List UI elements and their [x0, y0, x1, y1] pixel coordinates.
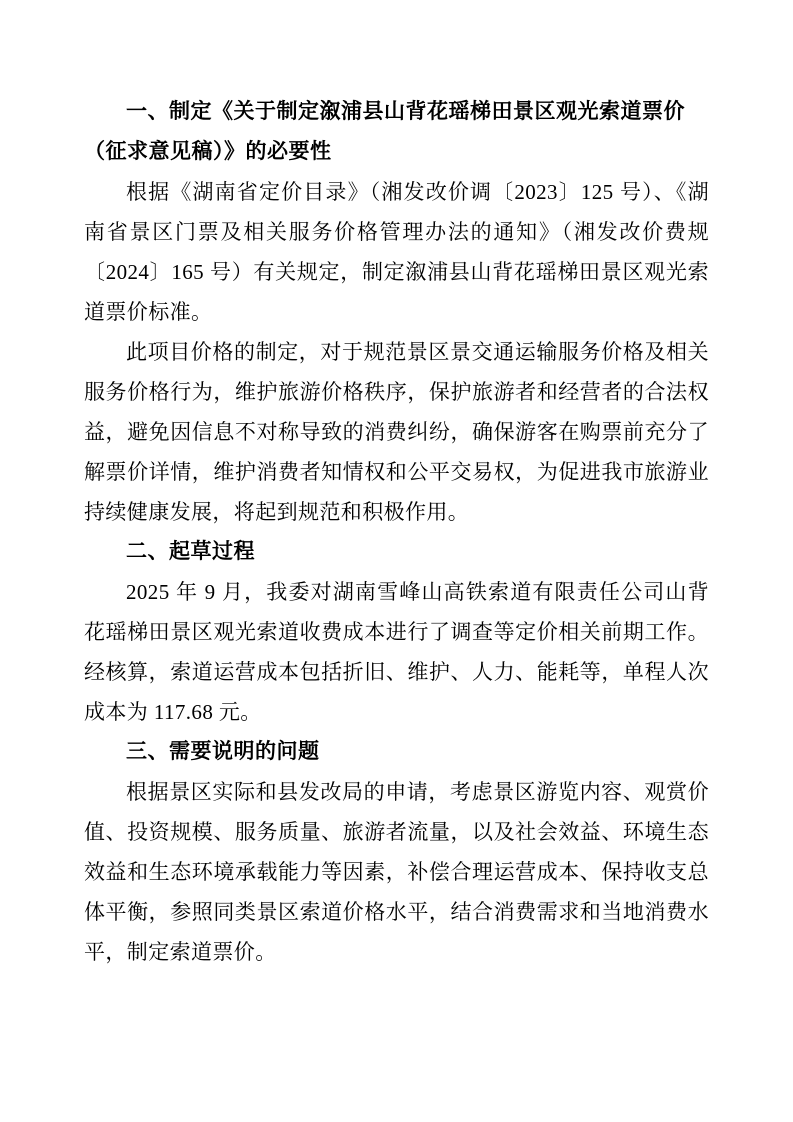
paragraph-cost-survey: 2025 年 9 月，我委对湖南雪峰山高铁索道有限责任公司山背花瑶梯田景区观光索道收费成本进行了调查等定价相关前期工作。经核算，索道运营成本包括折旧、维护、人力、能耗等，单程人次成本为 117.68 元。: [84, 580, 709, 724]
section-heading-necessity: 一、制定《关于制定溆浦县山背花瑶梯田景区观光索道票价（征求意见稿）》的必要性: [84, 100, 685, 163]
section-heading-drafting-process: 二、起草过程: [126, 540, 255, 563]
section-heading-notes: 三、需要说明的问题: [126, 740, 320, 763]
document-body: [84, 92, 709, 972]
paragraph-basis: 根据《湖南省定价目录》（湘发改价调〔2023〕125 号）、《湖南省景区门票及相关服务价格管理办法的通知》（湘发改价费规〔2024〕165 号）有关规定，制定溆浦县山背花瑶梯田景区观光索道票价标准。: [84, 180, 709, 324]
paragraph-purpose: 此项目价格的制定，对于规范景区景交通运输服务价格及相关服务价格行为，维护旅游价格秩序，保护旅游者和经营者的合法权益，避免因信息不对称导致的消费纠纷，确保游客在购票前充分了解票价详情，维护消费者知情权和公平交易权，为促进我市旅游业持续健康发展，将起到规范和积极作用。: [84, 340, 709, 524]
paragraph-pricing-considerations: 根据景区实际和县发改局的申请，考虑景区游览内容、观赏价值、投资规模、服务质量、旅游者流量，以及社会效益、环境生态效益和生态环境承载能力等因素，补偿合理运营成本、保持收支总体平衡，参照同类景区索道价格水平，结合消费需求和当地消费水平，制定索道票价。: [84, 780, 709, 964]
